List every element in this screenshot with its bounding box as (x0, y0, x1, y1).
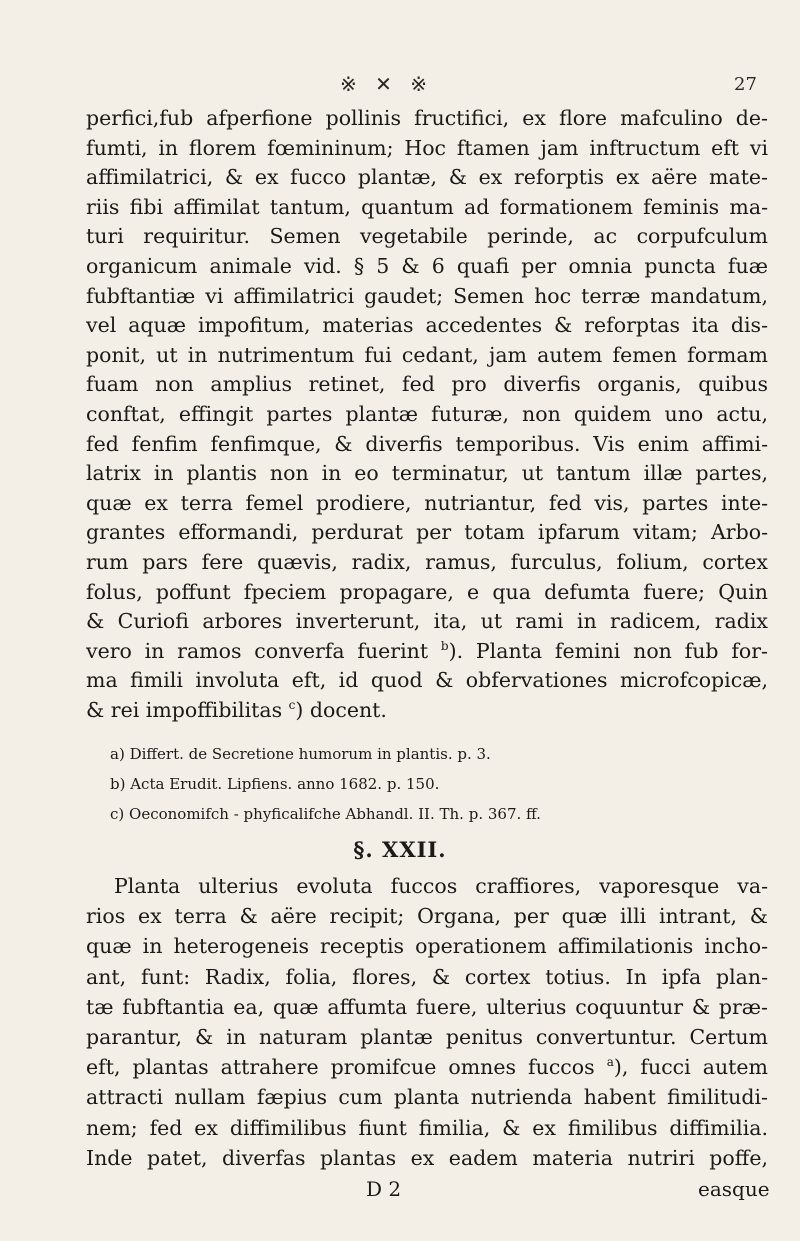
catchword: easque (698, 1177, 770, 1201)
section-heading: §. XXII. (353, 837, 447, 862)
footnote-c: c) Oeconomifch - phyficalifche Abhandl. II. Th. p. 367. ff. (110, 805, 541, 823)
text-line: tæ fubftantia ea, quæ affumta fuere, ulterius coquuntur & præ- (86, 994, 768, 1019)
text-line: conftat, effingit partes plantæ futuræ, non quidem uno actu, (86, 401, 768, 426)
page-number: 27 (734, 74, 757, 95)
text-segment: ). Planta femini non fub for- (448, 638, 768, 663)
page-header (0, 66, 800, 100)
section-paragraph (86, 871, 768, 1173)
text-line: ma fimili involuta eft, id quod & obfervationes microfcopicæ, (86, 668, 768, 693)
text-line: folus, poffunt fpeciem propagare, e qua defumta fuere; Quin (86, 579, 768, 604)
text-line: ponit, ut in nutrimentum fui cedant, jam autem femen formam (86, 342, 768, 367)
text-line: turi requiritur. Semen vegetabile perinde, ac corpufculum (86, 224, 768, 249)
footnote-ref: a (606, 1055, 614, 1070)
text-line: fumti, in florem fœmininum; Hoc ftamen jam inftructum eft vi (86, 135, 768, 160)
text-segment: & rei impoffibilitas (86, 697, 283, 722)
text-line: affimilatrici, & ex fucco plantæ, & ex reforptis ex aëre mate- (86, 165, 768, 190)
footnote-ref: c (288, 698, 296, 713)
text-line: parantur, & in naturam plantæ penitus convertuntur. Certum (86, 1025, 768, 1050)
footnote-ref: b (440, 638, 449, 653)
text-segment: eft, plantas attrahere promifcue omnes fuccos (86, 1055, 595, 1080)
text-line: Planta ulterius evoluta fuccos craffiores, vaporesque va- (114, 874, 768, 898)
text-line: grantes efformandi, perdurat per totam ipfarum vitam; Arbo- (86, 520, 768, 545)
text-line: rios ex terra & aëre recipit; Organa, per quæ illi intrant, & (86, 904, 768, 929)
text-line: fubftantiæ vi affimilatrici gaudet; Semen hoc terræ mandatum, (86, 283, 768, 308)
text-line: nem; fed ex diffimilibus fiunt fimilia, & ex fimilibus diffimilia. (86, 1115, 768, 1140)
text-line: riis fibi affimilat tantum, quantum ad formationem feminis ma- (86, 194, 768, 219)
main-paragraph (86, 104, 768, 725)
text-segment: vero in ramos converfa fuerint (86, 638, 429, 663)
text-line (86, 1052, 768, 1082)
text-line: fed fenfim fenfimque, & diverfis temporibus. Vis enim affimi- (86, 431, 768, 456)
text-line: & Curiofi arbores inverterunt, ita, ut rami in radicem, radix (86, 609, 768, 634)
text-line: perfici,fub afperfione pollinis fructifici, ex flore mafculino de- (86, 106, 768, 130)
text-line: organicum animale vid. § 5 & 6 quafi per omnia puncta fuæ (86, 253, 768, 278)
footnotes (110, 739, 750, 829)
text-line (86, 696, 768, 726)
text-line: attracti nullam fæpius cum planta nutrienda habent fimilitudi- (86, 1085, 768, 1110)
text-line: vel aquæ impofitum, materias accedentes & reforptas ita dis- (86, 313, 768, 338)
signature-mark: D 2 (366, 1177, 402, 1201)
text-line: latrix in plantis non in eo terminatur, ut tantum illæ partes, (86, 461, 768, 486)
text-line: fuam non amplius retinet, fed pro diverfis organis, quibus (86, 372, 768, 397)
text-line: Inde patet, diverfas plantas ex eadem materia nutriri poffe, (86, 1145, 768, 1170)
text-segment: ), fucci autem (613, 1055, 768, 1080)
header-ornament: ※ ✕ ※ (340, 72, 433, 96)
text-segment: ) docent. (295, 697, 387, 722)
footnote-a: a) Differt. de Secretione humorum in plantis. p. 3. (110, 745, 491, 763)
footnote-b: b) Acta Erudit. Lipfiens. anno 1682. p. 150. (110, 775, 440, 793)
text-line: quæ ex terra femel prodiere, nutriantur, fed vis, partes inte- (86, 490, 768, 515)
text-line (86, 637, 768, 667)
text-line: ant, funt: Radix, folia, flores, & cortex totius. In ipfa plan- (86, 964, 768, 989)
text-line: quæ in heterogeneis receptis operationem affimilationis incho- (86, 934, 768, 959)
page-footer (0, 1177, 800, 1207)
text-line: rum pars fere quævis, radix, ramus, furculus, folium, cortex (86, 549, 768, 574)
